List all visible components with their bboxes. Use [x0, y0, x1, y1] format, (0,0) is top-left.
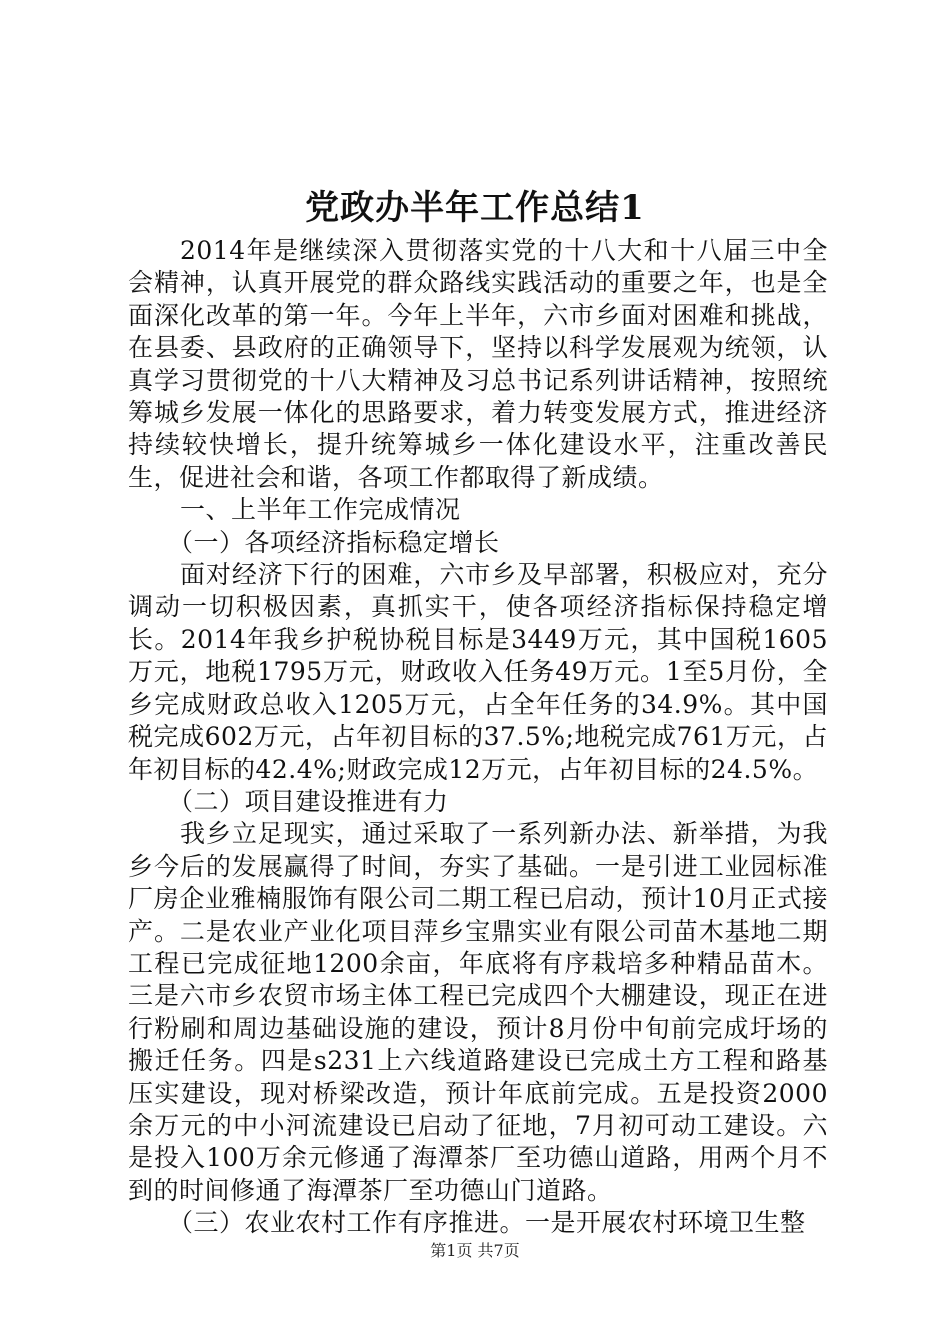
page-footer: 第1页 共7页: [430, 1241, 520, 1260]
paragraph-economic-indicators: 面对经济下行的困难，六市乡及早部署，积极应对，充分调动一切积极因素，真抓实干，使各项经济指标保持稳定增长。2014年我乡护税协税目标是3449万元，其中国税1605万元，地税1795万元，财政收入任务49万元。1至5月份，全乡完成财政总收入1205万元，占全年任务的34.9%。其中国税完成602万元，占年初目标的37.5%;地税完成761万元，占年初目标的42.4%;财政完成12万元，占年初目标的24.5%。: [128, 560, 828, 784]
subsection-heading-1: （一）各项经济指标稳定增长: [168, 527, 500, 557]
paragraph-intro: 2014年是继续深入贯彻落实党的十八大和十八届三中全会精神，认真开展党的群众路线实践活动的重要之年，也是全面深化改革的第一年。今年上半年，六市乡面对困难和挑战，在县委、县政府的正确领导下，坚持以科学发展观为统领，认真学习贯彻党的十八大精神及习总书记系列讲话精神，按照统筹城乡发展一体化的思路要求，着力转变发展方式，推进经济持续较快增长，提升统筹城乡一体化建设水平，注重改善民生，促进社会和谐，各项工作都取得了新成绩。: [128, 236, 828, 492]
paragraph-project-construction: 我乡立足现实，通过采取了一系列新办法、新举措，为我乡今后的发展赢得了时间，夯实了基础。一是引进工业园标准厂房企业雅楠服饰有限公司二期工程已启动，预计10月正式接产。二是农业产业化项目萍乡宝鼎实业有限公司苗木基地二期工程已完成征地1200余亩，年底将有序栽培多种精品苗木。三是六市乡农贸市场主体工程已完成四个大棚建设，现正在进行粉刷和周边基础设施的建设，预计8月份中旬前完成圩场的搬迁任务。四是s231上六线道路建设已完成土方工程和路基压实建设，现对桥梁改造，预计年底前完成。五是投资2000余万元的中小河流建设已启动了征地，7月初可动工建设。六是投入100万余元修通了海潭茶厂至功德山道路，用两个月不到的时间修通了海潭茶厂至功德山门道路。: [128, 819, 828, 1205]
document-title: 党政办半年工作总结1: [305, 188, 645, 228]
paragraph-agriculture: （三）农业农村工作有序推进。一是开展农村环境卫生整: [168, 1208, 806, 1238]
subsection-heading-2: （二）项目建设推进有力: [168, 786, 449, 816]
document-body: [128, 235, 828, 1240]
section-heading-1: 一、上半年工作完成情况: [180, 495, 461, 525]
